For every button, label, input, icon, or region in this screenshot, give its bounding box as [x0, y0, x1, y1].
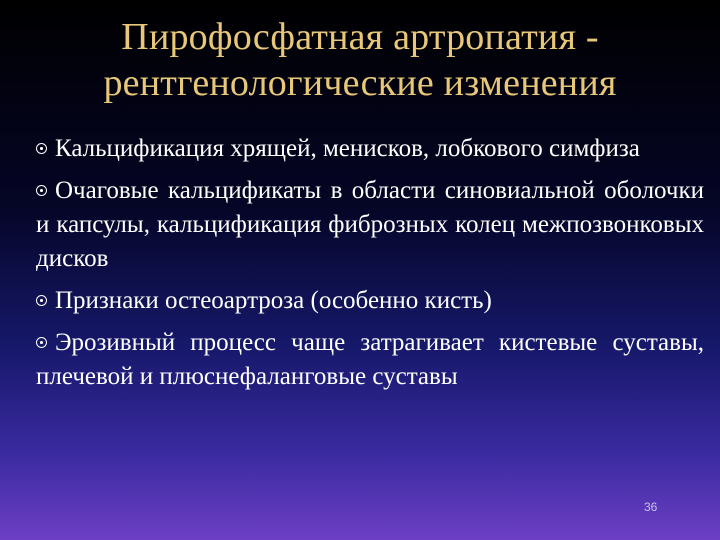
bullet-dot-icon [36, 185, 47, 196]
slide-title [20, 14, 700, 106]
bullet-dot-icon [36, 143, 47, 154]
bullet-text: Очаговые кальцификаты в области синовиальной оболочки и капсулы, кальцификация фиброзных колец межпозвонковых дисков [36, 177, 704, 272]
page-number: 36 [644, 500, 658, 514]
bullet-item [36, 326, 704, 394]
slide-title-line-2: рентгенологические изменения [103, 62, 617, 104]
bullet-text: Кальцификация хрящей, менисков, лобкового симфиза [55, 135, 640, 162]
bullet-text: Эрозивный процесс чаще затрагивает кистевые суставы, плечевой и плюснефаланговые суставы [36, 329, 704, 390]
slide-title-line-1: Пирофосфатная артропатия - [121, 16, 599, 58]
bullet-item [36, 174, 704, 276]
bullet-dot-icon [36, 295, 47, 306]
bullet-item [36, 132, 704, 166]
bullet-dot-icon [36, 337, 47, 348]
bullet-text: Признаки остеоартроза (особенно кисть) [55, 287, 492, 314]
bullet-list [36, 132, 704, 402]
bullet-item [36, 284, 704, 318]
